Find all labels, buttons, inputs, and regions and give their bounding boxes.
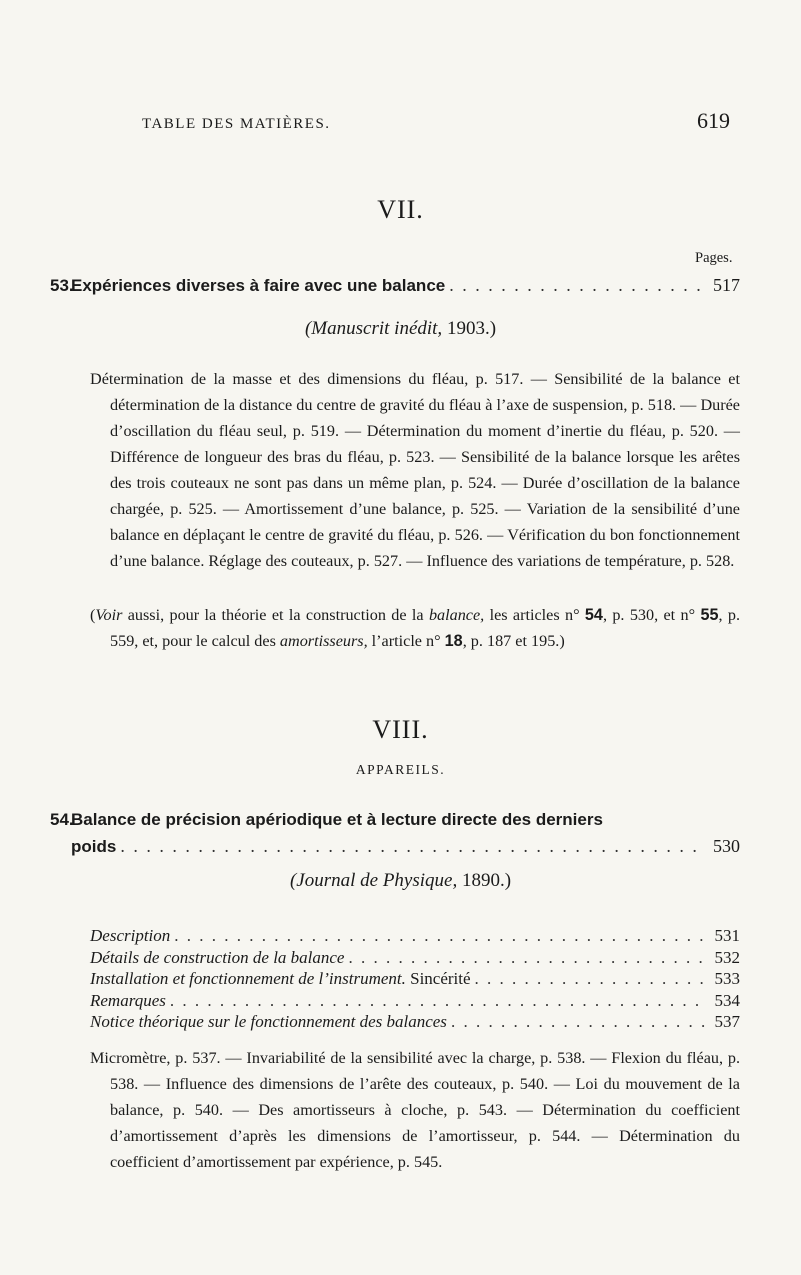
source-citation-vii [0, 318, 801, 340]
summary-paragraph-viii: Micromètre, p. 537. — Invariabilité de la sensibilité avec la charge, p. 538. — Flexion du fléau, p. 538. — Influence des dimensions de l’arête des couteaux, p. 540. — Loi du mouvement de la balance, p. 540. — Des amortisseurs à cloche, p. 543. — Détermination du coefficient d’amortissement d’après les dimensions de l’amortisseur, p. 544. — Détermination du coefficient d’amortissement par expérience, p. 545. [90, 1049, 740, 1171]
entry-page: 517 [713, 275, 740, 295]
toc-entry-54 [50, 806, 740, 860]
source-year: 1890.) [457, 870, 512, 891]
dot-leader [120, 833, 706, 859]
entry-title-line2: poids [71, 837, 117, 856]
entry-title: Expériences diverses à faire avec une balance [71, 276, 446, 295]
summary-paragraph-vii: Détermination de la masse et des dimensions du fléau, p. 517. — Sensibilité de la balance et détermination de la distance du centre de gravité du fléau à l’axe de suspension, p. 518. — Durée d’oscillation du fléau seul, p. 519. — Détermination du moment d’inertie du fléau, p. 520. — Différence de longueur des bras du fléau, p. 523. — Sensibilité de la balance lorsque les arêtes des trois couteaux ne sont pas dans un même plan, p. 524. — Durée d’oscillation de la balance chargée, p. 525. — Amortissement d’une balance, p. 525. — Variation de la sensibilité d’une balance en déplaçant le centre de gravité du fléau, p. 526. — Vérification du bon fonctionnement d’une balance. Réglage des couteaux, p. 527. — Influence des variations de température, p. 528. [90, 370, 740, 570]
entry-title-line1: Balance de précision apériodique et à lecture directe des derniers [71, 810, 603, 829]
entry-number: 54. [50, 810, 74, 829]
section-viii-subtitle: APPAREILS. [355, 762, 446, 777]
entry-number: 53. [50, 276, 74, 295]
section-viii-heading: VIII. [372, 715, 429, 744]
voir-word: Voir [95, 606, 123, 624]
entry-page: 530 [713, 836, 740, 856]
subsection-list [90, 925, 740, 1033]
section-vii-heading: VII. [377, 195, 424, 224]
source-citation-viii [0, 870, 801, 892]
source-italic: (Journal de Physique, [289, 870, 458, 891]
page-header [0, 108, 801, 138]
page-number: 619 [697, 108, 730, 133]
toc-line: Installation et fonctionnement de l’instrument. Sincérité . . . 533 [90, 968, 740, 990]
toc-line: Détails de construction de la balance . . . 532 [90, 947, 740, 969]
source-italic: (Manuscrit inédit, [304, 318, 443, 339]
cross-reference-note: (Voir aussi, pour la théorie et la construction de la balance, les articles n° 54, p. 530, et n° 55, p. 559, et, pour le calcul des amortisseurs, l’article n° 18, p. 187 et 195.) [90, 606, 741, 650]
dot-leader [449, 272, 706, 298]
running-title: TABLE DES MATIÈRES. [142, 116, 331, 132]
source-year: 1903.) [442, 318, 497, 339]
pages-column-label: Pages. [695, 250, 733, 266]
toc-entry-53 [50, 272, 740, 299]
toc-line: Notice théorique sur le fonctionnement des balances . . . 537 [90, 1011, 740, 1033]
toc-line: Remarques . . . 534 [90, 990, 740, 1012]
toc-line: Description . . . 531 [90, 925, 740, 947]
